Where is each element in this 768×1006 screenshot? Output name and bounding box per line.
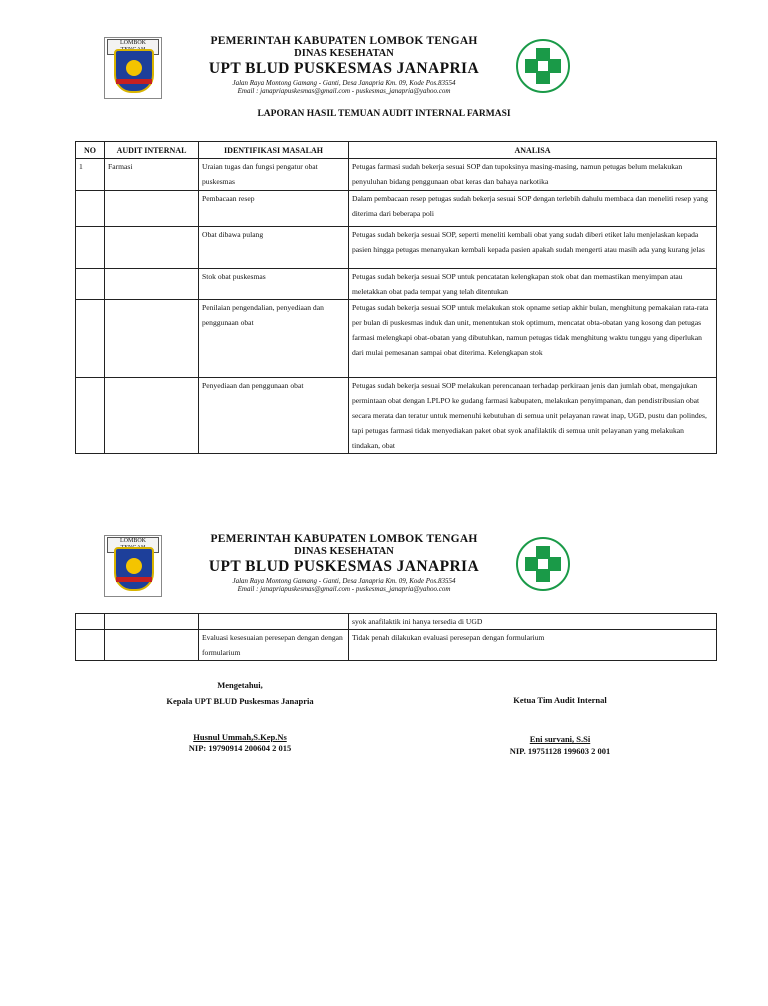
cell-masalah: Pembacaan resep bbox=[199, 191, 349, 227]
cell-analisa: Petugas farmasi sudah bekerja sesuai SOP dan tupoksinya masing-masing, namun petugas belum melakukan penyuluhan bidang penggunaan obat keras dan bahaya narkotika bbox=[349, 159, 717, 191]
cell-no bbox=[76, 269, 105, 300]
logo-label: LOMBOK bbox=[107, 537, 159, 553]
table-row bbox=[76, 191, 717, 227]
cell-analisa: Petugas sudah bekerja sesuai SOP melakukan perencanaan terhadap perkiraan jenis dan jumlah obat, mengajukan permintaan obat dengan LPLPO ke gudang farmasi kabupaten, melakukan penyimpanan, dan pendistribusian obat secara merata dan teratur untuk memenuhi kebutuhan di semua unit pelayanan rawat inap, UGD, pustu dan polindes, tapi petugas farmasi tidak menyediakan paket obat syok anafilaktik di semua unit pelayanan yang melakukan tindakan, obat bbox=[349, 378, 717, 454]
letterhead-line3: UPT BLUD PUSKESMAS JANAPRIA bbox=[208, 60, 480, 77]
cell-audit bbox=[105, 614, 199, 630]
table-row bbox=[76, 300, 717, 378]
regency-logo bbox=[104, 535, 162, 597]
cell-masalah bbox=[199, 614, 349, 630]
cell-audit bbox=[105, 630, 199, 661]
letterhead-email: Email : janapriapuskesmas@gmail.com - puskesmas_janapria@yahoo.com bbox=[237, 584, 451, 593]
health-cross-icon bbox=[516, 537, 570, 591]
cell-no bbox=[76, 378, 105, 454]
letterhead-text bbox=[174, 531, 514, 593]
letterhead-line3: UPT BLUD PUSKESMAS JANAPRIA bbox=[208, 558, 480, 575]
cell-no bbox=[76, 630, 105, 661]
cell-audit: Farmasi bbox=[105, 159, 199, 191]
signature-right-nip: NIP. 19751128 199603 2 001 bbox=[509, 745, 611, 756]
letterhead-address: Jalan Raya Montong Gamang - Ganti, Desa Janapria Km. 09, Kode Pos.83554 bbox=[232, 78, 456, 87]
col-header-audit: AUDIT INTERNAL bbox=[105, 142, 199, 159]
table-row bbox=[76, 630, 717, 661]
signature-right-role: Ketua Tim Audit Internal bbox=[513, 695, 607, 705]
cell-analisa: syok anafilaktik ini hanya tersedia di UGD bbox=[349, 614, 717, 630]
letterhead-text bbox=[174, 33, 514, 95]
cell-no: 1 bbox=[76, 159, 105, 191]
signature-left-role: Kepala UPT BLUD Puskesmas Janapria bbox=[166, 696, 314, 707]
letterhead-page2 bbox=[104, 531, 607, 603]
signature-left-nip: NIP: 19790914 200604 2 015 bbox=[188, 743, 292, 754]
table-row bbox=[76, 614, 717, 630]
cell-masalah: Obat dibawa pulang bbox=[199, 227, 349, 269]
cell-masalah: Evaluasi kesesuaian peresepan dengan dengan formularium bbox=[199, 630, 349, 661]
cell-audit bbox=[105, 269, 199, 300]
letterhead-address: Jalan Raya Montong Gamang - Ganti, Desa Janapria Km. 09, Kode Pos.83554 bbox=[232, 576, 456, 585]
cell-masalah: Uraian tugas dan fungsi pengatur obat puskesmas bbox=[199, 159, 349, 191]
letterhead-line2: DINAS KESEHATAN bbox=[294, 47, 394, 59]
letterhead bbox=[104, 33, 607, 105]
cell-audit bbox=[105, 300, 199, 378]
cell-masalah: Stok obat puskesmas bbox=[199, 269, 349, 300]
logo-label: LOMBOK bbox=[107, 39, 159, 55]
health-cross-icon bbox=[516, 39, 570, 93]
signature-right bbox=[470, 695, 650, 757]
cell-analisa: Petugas sudah bekerja sesuai SOP untuk pencatatan kelengkapan stok obat dan memastikan menyimpan atau meletakkan obat pada tempat yang telah ditentukan bbox=[349, 269, 717, 300]
table-row bbox=[76, 159, 717, 191]
cell-audit bbox=[105, 378, 199, 454]
table-row bbox=[76, 227, 717, 269]
letterhead-email: Email : janapriapuskesmas@gmail.com - puskesmas_janapria@yahoo.com bbox=[237, 86, 451, 95]
col-header-no: NO bbox=[76, 142, 105, 159]
cell-audit bbox=[105, 191, 199, 227]
shield-icon bbox=[114, 547, 154, 591]
cell-no bbox=[76, 300, 105, 378]
letterhead-line1: PEMERINTAH KABUPATEN LOMBOK TENGAH bbox=[210, 35, 478, 47]
shield-icon bbox=[114, 49, 154, 93]
cell-audit bbox=[105, 227, 199, 269]
cell-masalah: Penyediaan dan penggunaan obat bbox=[199, 378, 349, 454]
letterhead-line2: DINAS KESEHATAN bbox=[294, 545, 394, 557]
signature-left-heading: Mengetahui, bbox=[217, 680, 263, 690]
col-header-analisa: ANALISA bbox=[349, 142, 717, 159]
cell-masalah: Penilaian pengendalian, penyediaan dan penggunaan obat bbox=[199, 300, 349, 378]
cell-analisa: Petugas sudah bekerja sesuai SOP untuk melakukan stok opname setiap akhir bulan, menghitung pemakaian rata-rata per bulan di puskesmas induk dan unit, menentukan stok optimum, mencatat obta-obatan yang kosong dan petugas farmasi melengkapi obat-obatan yang dibutuhkan, namun petugas tidak menghitung waktu tunggu yang diperlukan dari mulai pemesanan sampai obat diterima. Kelengkapan stok bbox=[349, 300, 717, 378]
page-title: LAPORAN HASIL TEMUAN AUDIT INTERNAL FARMASI bbox=[257, 109, 511, 119]
cell-analisa: Tidak penah dilakukan evaluasi peresepan dengan formularium bbox=[349, 630, 717, 661]
cell-no bbox=[76, 191, 105, 227]
table-row bbox=[76, 378, 717, 454]
cell-no bbox=[76, 614, 105, 630]
table-row bbox=[76, 269, 717, 300]
regency-logo bbox=[104, 37, 162, 99]
col-header-masalah: IDENTIFIKASI MASALAH bbox=[199, 142, 349, 159]
cell-no bbox=[76, 227, 105, 269]
letterhead-line1: PEMERINTAH KABUPATEN LOMBOK TENGAH bbox=[210, 533, 478, 545]
audit-table-continued bbox=[75, 613, 717, 661]
signature-right-name: Eni survani, S.Si bbox=[529, 734, 591, 745]
signature-left-name: Husnul Ummah,S.Kep.Ns bbox=[193, 731, 287, 742]
signature-left bbox=[140, 680, 340, 755]
cell-analisa: Dalam pembacaan resep petugas sudah bekerja sesuai SOP dengan terlebih dahulu membaca dan meneliti resep yang diterima dari beberapa poli bbox=[349, 191, 717, 227]
cell-analisa: Petugas sudah bekerja sesuai SOP, seperti meneliti kembali obat yang sudah diberi etiket lalu menjelaskan kepada pasien hingga petugas menanyakan kembali kepada pasien apakah sudah mengerti atau masih ada yang kurang jelas bbox=[349, 227, 717, 269]
audit-table bbox=[75, 141, 717, 454]
